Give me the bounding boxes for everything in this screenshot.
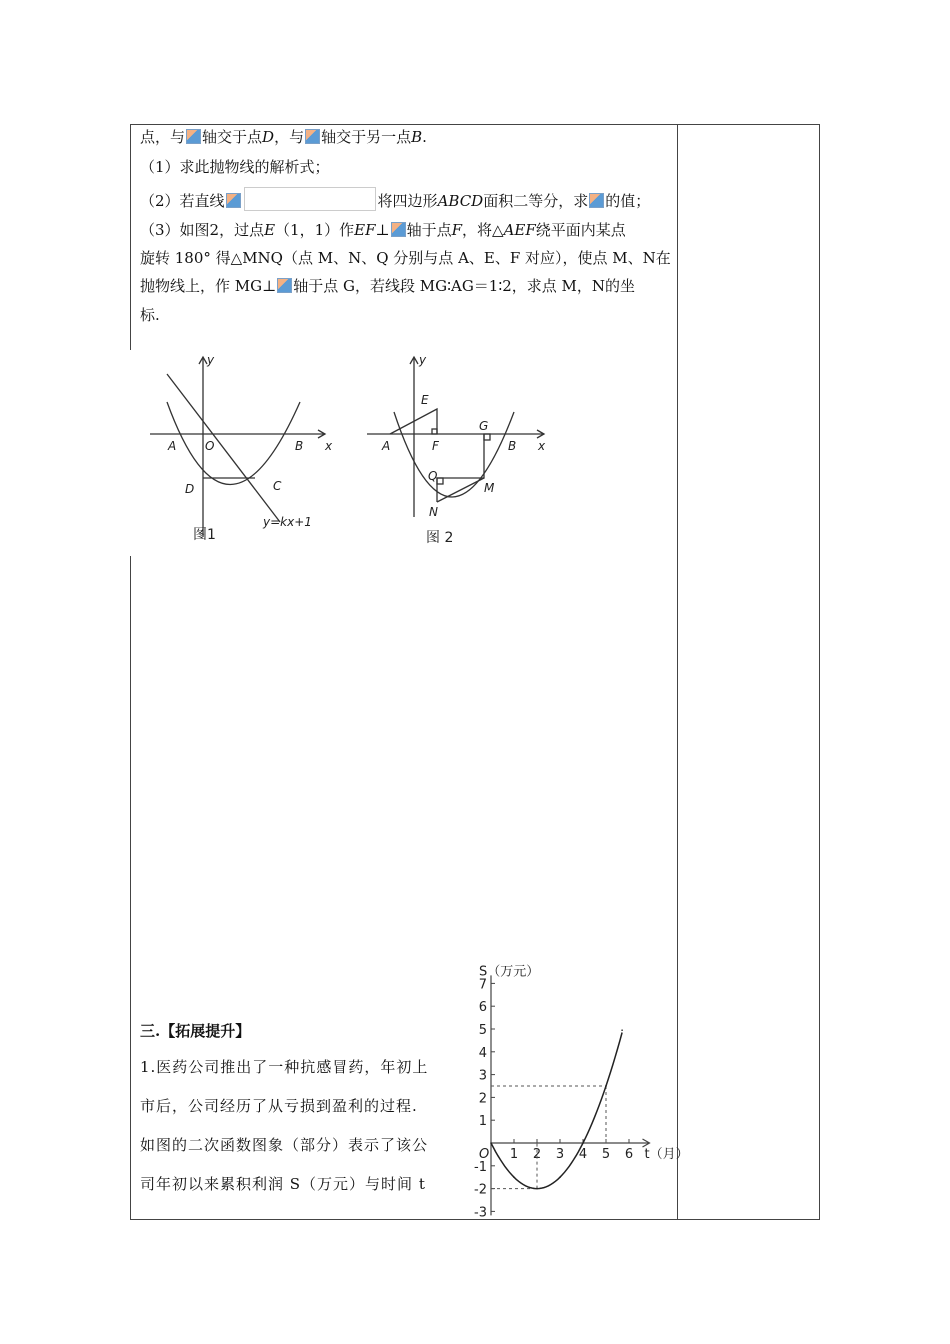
y-tick-label: 6 — [478, 1000, 487, 1016]
fig1-label-d: D — [185, 482, 195, 496]
fig2-label-e: E — [421, 393, 429, 407]
data-point — [582, 1142, 584, 1144]
formula-image-icon — [277, 278, 292, 293]
fig2-segment-nm — [437, 478, 484, 502]
fig2-label-q: Q — [428, 469, 438, 483]
data-point — [536, 1188, 538, 1190]
fig2-caption: 图 2 — [426, 530, 454, 546]
fig1-label-b: B — [295, 439, 304, 453]
y-tick-label: 1 — [478, 1114, 487, 1130]
profit-curve — [491, 1033, 622, 1189]
table-left-border-lower — [130, 556, 131, 1220]
fig1-parabola — [167, 402, 300, 485]
figure-1 — [145, 352, 345, 547]
y-tick-label: 4 — [478, 1045, 487, 1061]
x-tick-label: 1 — [509, 1147, 519, 1162]
table-top-border — [130, 124, 820, 125]
fig2-label-f: F — [432, 439, 439, 453]
fig1-label-o: O — [205, 439, 215, 453]
table-column-divider — [677, 124, 678, 1220]
question-2: （2）若直线 将四边形ABCD面积二等分，求 的值； — [140, 187, 650, 211]
section-title: 三.【拓展提升】 — [140, 1022, 251, 1040]
data-point — [559, 1176, 561, 1178]
question-1: （1）求此抛物线的解析式； — [140, 158, 330, 176]
question-3-line-3: 抛物线上，作 MG⊥ 轴于点 G，若线段 MG∶AG＝1∶2，求点 M，N的坐 — [140, 277, 636, 295]
fig2-right-angle-g — [484, 434, 490, 440]
data-point — [621, 1029, 623, 1031]
x-axis-label: t（月） — [644, 1147, 689, 1162]
data-point — [513, 1176, 515, 1178]
fig2-right-angle-q — [437, 478, 443, 484]
table-left-border — [130, 124, 131, 350]
fig2-label-b: B — [508, 439, 517, 453]
formula-image-icon — [305, 129, 320, 144]
fig1-label-x: x — [325, 439, 333, 453]
formula-image-icon — [226, 193, 241, 208]
formula-placeholder-box — [244, 187, 376, 211]
fig2-label-x: x — [538, 439, 546, 453]
y-tick-label: 2 — [478, 1091, 487, 1107]
fig2-label-n: N — [429, 505, 438, 519]
profit-chart — [465, 955, 689, 1221]
fig2-parabola — [394, 412, 517, 497]
section-paragraph-line-3: 如图的二次函数图象（部分）表示了该公 — [140, 1136, 429, 1154]
y-tick-label: 7 — [478, 977, 487, 993]
section-paragraph-line-2: 市后，公司经历了从亏损到盈利的过程. — [140, 1097, 418, 1115]
problem-line-1: 点，与 轴交于点D，与 轴交于另一点B. — [140, 128, 427, 146]
y-tick-label: -2 — [474, 1182, 487, 1198]
data-point — [490, 1142, 492, 1144]
y-tick-label: -3 — [474, 1205, 487, 1221]
y-tick-label: 5 — [478, 1023, 487, 1038]
fig1-line — [167, 374, 280, 522]
x-tick-label: 4 — [578, 1147, 588, 1162]
fig2-right-angle-f — [432, 429, 437, 434]
fig1-label-a: A — [168, 439, 177, 453]
y-tick-label: 3 — [478, 1068, 487, 1084]
fig1-label-y: y — [207, 353, 215, 367]
question-3-line-4: 标. — [140, 306, 160, 324]
x-tick-label: 6 — [624, 1147, 634, 1162]
x-tick-label: 3 — [555, 1147, 565, 1162]
y-tick-label: -1 — [474, 1159, 487, 1175]
origin-label: O — [479, 1147, 490, 1162]
question-3-line-2: 旋转 180° 得△MNQ（点 M、N、Q 分别与点 A、E、F 对应），使点 M、N在 — [140, 249, 671, 267]
formula-image-icon — [391, 222, 406, 237]
fig2-label-g: G — [479, 419, 489, 433]
data-point — [605, 1085, 607, 1087]
formula-image-icon — [589, 193, 604, 208]
fig1-label-c: C — [273, 479, 282, 493]
fig2-label-m: M — [484, 481, 495, 495]
fig2-label-a: A — [382, 439, 391, 453]
x-tick-label: 5 — [601, 1147, 611, 1162]
question-3-line-1: （3）如图2，过点E（1，1）作EF⊥ 轴于点F，将△AEF绕平面内某点 — [140, 221, 626, 239]
fig1-line-label: y=kx+1 — [263, 515, 312, 529]
section-paragraph-line-4: 司年初以来累积利润 S（万元）与时间 t — [140, 1175, 426, 1193]
y-axis-label: S（万元） — [479, 964, 540, 980]
formula-image-icon — [186, 129, 201, 144]
fig1-caption: 图1 — [193, 527, 216, 543]
table-right-border — [819, 124, 820, 1220]
x-tick-label: 2 — [532, 1147, 542, 1162]
figure-2 — [362, 352, 562, 552]
fig2-label-y: y — [419, 353, 427, 367]
fig2-triangle-mnq — [437, 434, 484, 502]
section-paragraph-line-1: 1.医药公司推出了一种抗感冒药，年初上 — [140, 1058, 429, 1076]
